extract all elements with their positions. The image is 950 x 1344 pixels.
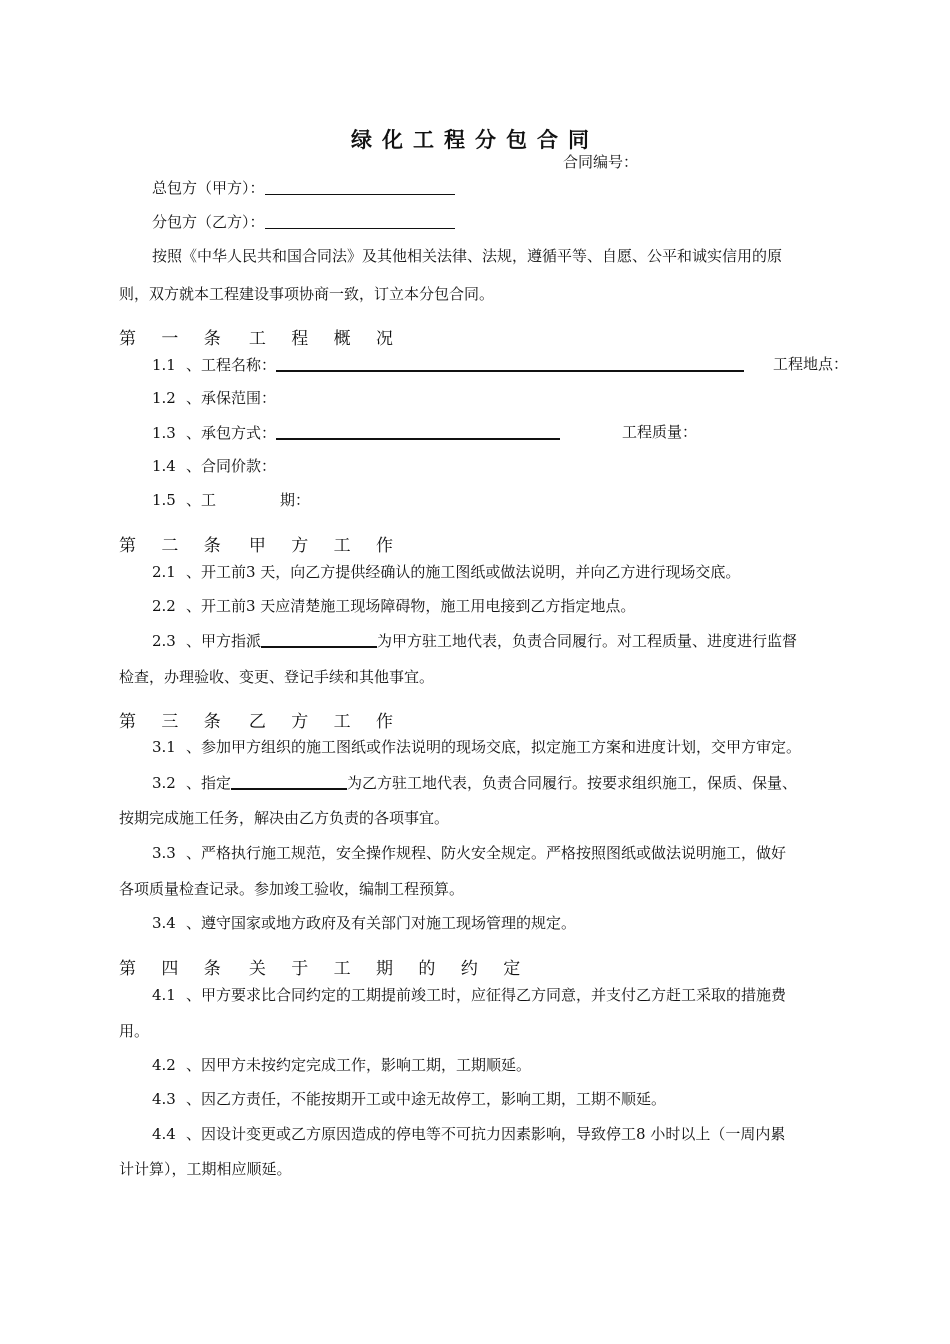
clause-number: 1.4	[152, 457, 176, 475]
clause-text: 为甲方驻工地代表，负责合同履行。对工程质量、进度进行监督	[377, 632, 798, 650]
clause-4-4-cont: 计计算），工期相应顺延。	[119, 1160, 292, 1178]
article-1-title: 工 程 概 况	[248, 329, 404, 349]
clause-number: 1.5	[152, 491, 176, 509]
clause-text: 、严格执行施工规范，安全操作规程、防火安全规定。严格按照图纸或做法说明施工，做好	[186, 844, 787, 862]
project-quality-label: 工程质量：	[622, 423, 698, 441]
clause-3-3	[152, 843, 786, 863]
clause-4-1-cont: 用。	[119, 1022, 150, 1040]
clause-3-1	[152, 737, 801, 757]
clause-2-1	[152, 562, 740, 582]
clause-number: 2.1	[152, 563, 176, 581]
clause-number: 3.3	[152, 844, 176, 862]
clause-text: 、工	[186, 491, 217, 509]
clause-text: 、因甲方未按约定完成工作，影响工期，工期顺延。	[186, 1056, 532, 1074]
clause-text: 、合同价款：	[186, 457, 277, 475]
clause-number: 2.3	[152, 632, 176, 650]
clause-4-3	[152, 1089, 666, 1109]
clause-number: 3.4	[152, 914, 176, 932]
project-location-label: 工程地点：	[773, 355, 849, 373]
clause-text: 为乙方驻工地代表，负责合同履行。按要求组织施工，保质、保量、	[347, 774, 798, 792]
intro-paragraph-line1: 按照《中华人民共和国合同法》及其他相关法律、法规，遵循平等、自愿、公平和诚实信用的原	[152, 247, 783, 265]
clause-3-3-cont: 各项质量检查记录。参加竣工验收，编制工程预算。	[119, 880, 465, 898]
clause-text: 、甲方指派	[186, 632, 262, 650]
article-4-number: 第 四 条	[119, 959, 231, 979]
clause-1-1	[152, 354, 744, 375]
clause-text: 、甲方要求比合同约定的工期提前竣工时，应征得乙方同意，并支付乙方赶工采取的措施费	[186, 986, 787, 1004]
clause-1-3	[152, 422, 560, 443]
clause-number: 3.1	[152, 738, 176, 756]
clause-text: 、承保范围：	[186, 389, 277, 407]
clause-text: 、因乙方责任，不能按期开工或中途无故停工，影响工期，工期不顺延。	[186, 1090, 667, 1108]
article-3-heading	[119, 711, 403, 733]
clause-number: 2.2	[152, 597, 176, 615]
contract-method-blank	[276, 422, 560, 440]
clause-2-3-cont: 检查，办理验收、变更、登记手续和其他事宜。	[119, 668, 435, 686]
clause-text: 、工程名称：	[186, 356, 277, 374]
party-a-line	[152, 178, 455, 198]
clause-1-2	[152, 388, 276, 408]
article-3-title: 乙 方 工 作	[248, 712, 404, 732]
document-title: 绿化工程分包合同	[351, 128, 599, 152]
clause-text: 期：	[280, 491, 311, 509]
intro-paragraph-line2: 则，双方就本工程建设事项协商一致，订立本分包合同。	[119, 285, 495, 303]
article-4-heading	[119, 958, 530, 980]
article-2-number: 第 二 条	[119, 536, 231, 556]
clause-number: 1.1	[152, 356, 176, 374]
contract-number-label: 合同编号：	[563, 153, 639, 171]
clause-number: 1.2	[152, 389, 176, 407]
clause-2-2	[152, 596, 635, 616]
article-4-title: 关 于 工 期 的 约 定	[248, 959, 531, 979]
clause-4-2	[152, 1055, 531, 1075]
clause-text: 、指定	[186, 774, 232, 792]
clause-1-5	[152, 490, 310, 510]
clause-number: 1.3	[152, 424, 176, 442]
clause-number: 3.2	[152, 774, 176, 792]
clause-2-3	[152, 630, 797, 651]
article-1-heading	[119, 328, 403, 350]
clause-number: 4.3	[152, 1090, 176, 1108]
clause-1-4	[152, 456, 276, 476]
party-a-rep-blank	[261, 630, 377, 648]
party-b-label: 分包方（乙方）：	[152, 213, 265, 231]
clause-4-1	[152, 985, 786, 1005]
clause-3-2-cont: 按期完成施工任务，解决由乙方负责的各项事宜。	[119, 809, 450, 827]
party-a-blank	[265, 178, 455, 195]
clause-text: 、承包方式：	[186, 424, 277, 442]
party-b-line	[152, 212, 455, 232]
clause-text: 、开工前3 天应清楚施工现场障碍物，施工用电接到乙方指定地点。	[186, 597, 636, 615]
clause-text: 、因设计变更或乙方原因造成的停电等不可抗力因素影响，导致停工8 小时以上（一周内累	[186, 1125, 786, 1143]
article-2-title: 甲 方 工 作	[248, 536, 404, 556]
article-1-number: 第 一 条	[119, 329, 231, 349]
clause-number: 4.1	[152, 986, 176, 1004]
clause-3-4	[152, 913, 576, 933]
party-b-blank	[265, 212, 455, 229]
party-a-label: 总包方（甲方）：	[152, 179, 265, 197]
clause-3-2	[152, 772, 797, 793]
clause-number: 4.4	[152, 1125, 176, 1143]
party-b-rep-blank	[231, 772, 347, 790]
project-name-blank	[276, 354, 744, 372]
clause-number: 4.2	[152, 1056, 176, 1074]
article-3-number: 第 三 条	[119, 712, 231, 732]
clause-4-4	[152, 1124, 785, 1144]
clause-text: 、开工前3 天，向乙方提供经确认的施工图纸或做法说明，并向乙方进行现场交底。	[186, 563, 741, 581]
clause-text: 、参加甲方组织的施工图纸或作法说明的现场交底，拟定施工方案和进度计划，交甲方审定。	[186, 738, 802, 756]
clause-text: 、遵守国家或地方政府及有关部门对施工现场管理的规定。	[186, 914, 577, 932]
article-2-heading	[119, 535, 403, 557]
